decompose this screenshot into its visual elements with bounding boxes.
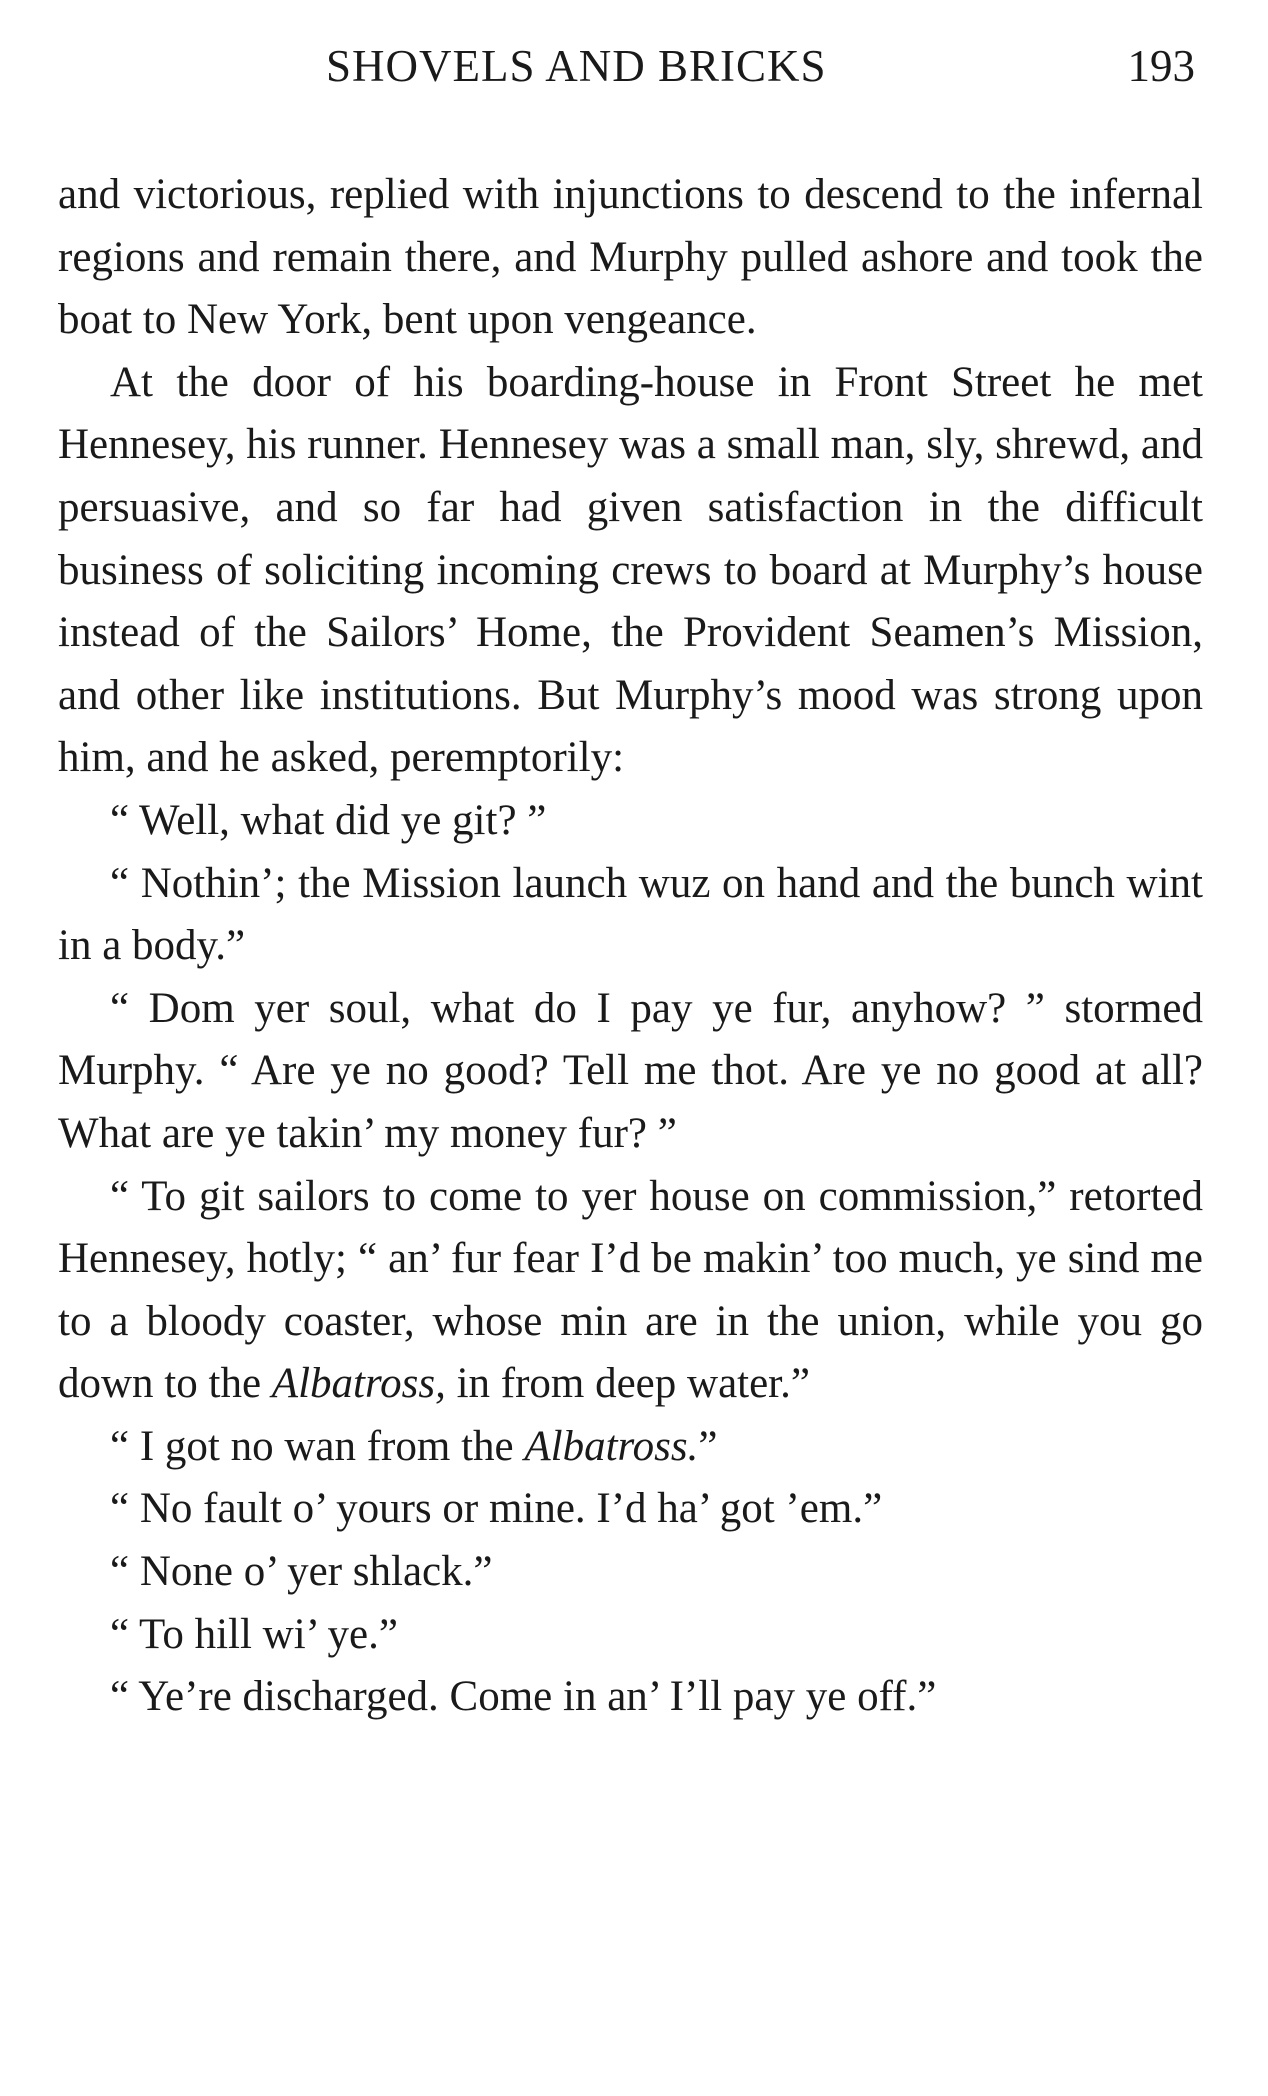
page-number: 193 bbox=[1127, 41, 1195, 91]
text-segment: “ Dom yer soul, what do I pay ye fur, anyhow? ” stormed Murphy. “ Are ye no good? Tell me thot. Are ye no good at all? What are ye takin’ my money fur? ” bbox=[58, 984, 1203, 1157]
italic-text: Albatross, bbox=[271, 1360, 446, 1408]
paragraph bbox=[58, 1604, 1203, 1667]
text-segment: “ No fault o’ yours or mine. I’d ha’ got ’em.” bbox=[110, 1485, 883, 1533]
paragraph bbox=[58, 1666, 1203, 1729]
paragraph bbox=[58, 790, 1203, 853]
body-text bbox=[58, 164, 1203, 1729]
paragraph bbox=[58, 1166, 1203, 1416]
text-segment: “ None o’ yer shlack.” bbox=[110, 1548, 493, 1596]
text-segment: “ Nothin’; the Mission launch wuz on hand and the bunch wint in a body.” bbox=[58, 859, 1203, 970]
text-segment: “ Ye’re discharged. Come in an’ I’ll pay ye off.” bbox=[110, 1673, 937, 1721]
text-segment: ” bbox=[698, 1422, 718, 1470]
paragraph bbox=[58, 164, 1203, 352]
text-segment: “ I got no wan from the bbox=[110, 1422, 525, 1470]
text-segment: “ To git sailors to come to yer house on commission,” retorted Hennesey, hotly; “ an’ fur fear I’d be makin’ too much, ye sind me to a bloody coaster, whose min are in the union, while you go down to the bbox=[58, 1172, 1203, 1408]
paragraph bbox=[58, 853, 1203, 978]
text-segment: in from deep water.” bbox=[445, 1360, 810, 1408]
text-segment: “ To hill wi’ ye.” bbox=[110, 1610, 398, 1658]
paragraph bbox=[58, 352, 1203, 790]
page-header bbox=[58, 40, 1203, 98]
italic-text: Albatross. bbox=[524, 1422, 699, 1470]
paragraph bbox=[58, 1478, 1203, 1541]
running-head: SHOVELS AND BRICKS bbox=[326, 41, 827, 91]
paragraph bbox=[58, 1416, 1203, 1479]
paragraph bbox=[58, 1541, 1203, 1604]
text-segment: “ Well, what did ye git? ” bbox=[110, 796, 547, 844]
book-page bbox=[58, 40, 1203, 1729]
text-segment: At the door of his boarding-house in Front Street he met Hennesey, his runner. Hennesey was a small man, sly, shrewd, and persuasive, and so far had given satisfaction in the difficult business of soliciting incoming crews to board at Murphy’s house instead of the Sailors’ Home, the Provident Seamen’s Mission, and other like institutions. But Murphy’s mood was strong upon him, and he asked, peremptorily: bbox=[58, 358, 1203, 782]
paragraph bbox=[58, 978, 1203, 1166]
text-segment: and victorious, replied with injunctions to descend to the infernal regions and remain there, and Murphy pulled ashore and took the boat to New York, bent upon vengeance. bbox=[58, 171, 1203, 344]
